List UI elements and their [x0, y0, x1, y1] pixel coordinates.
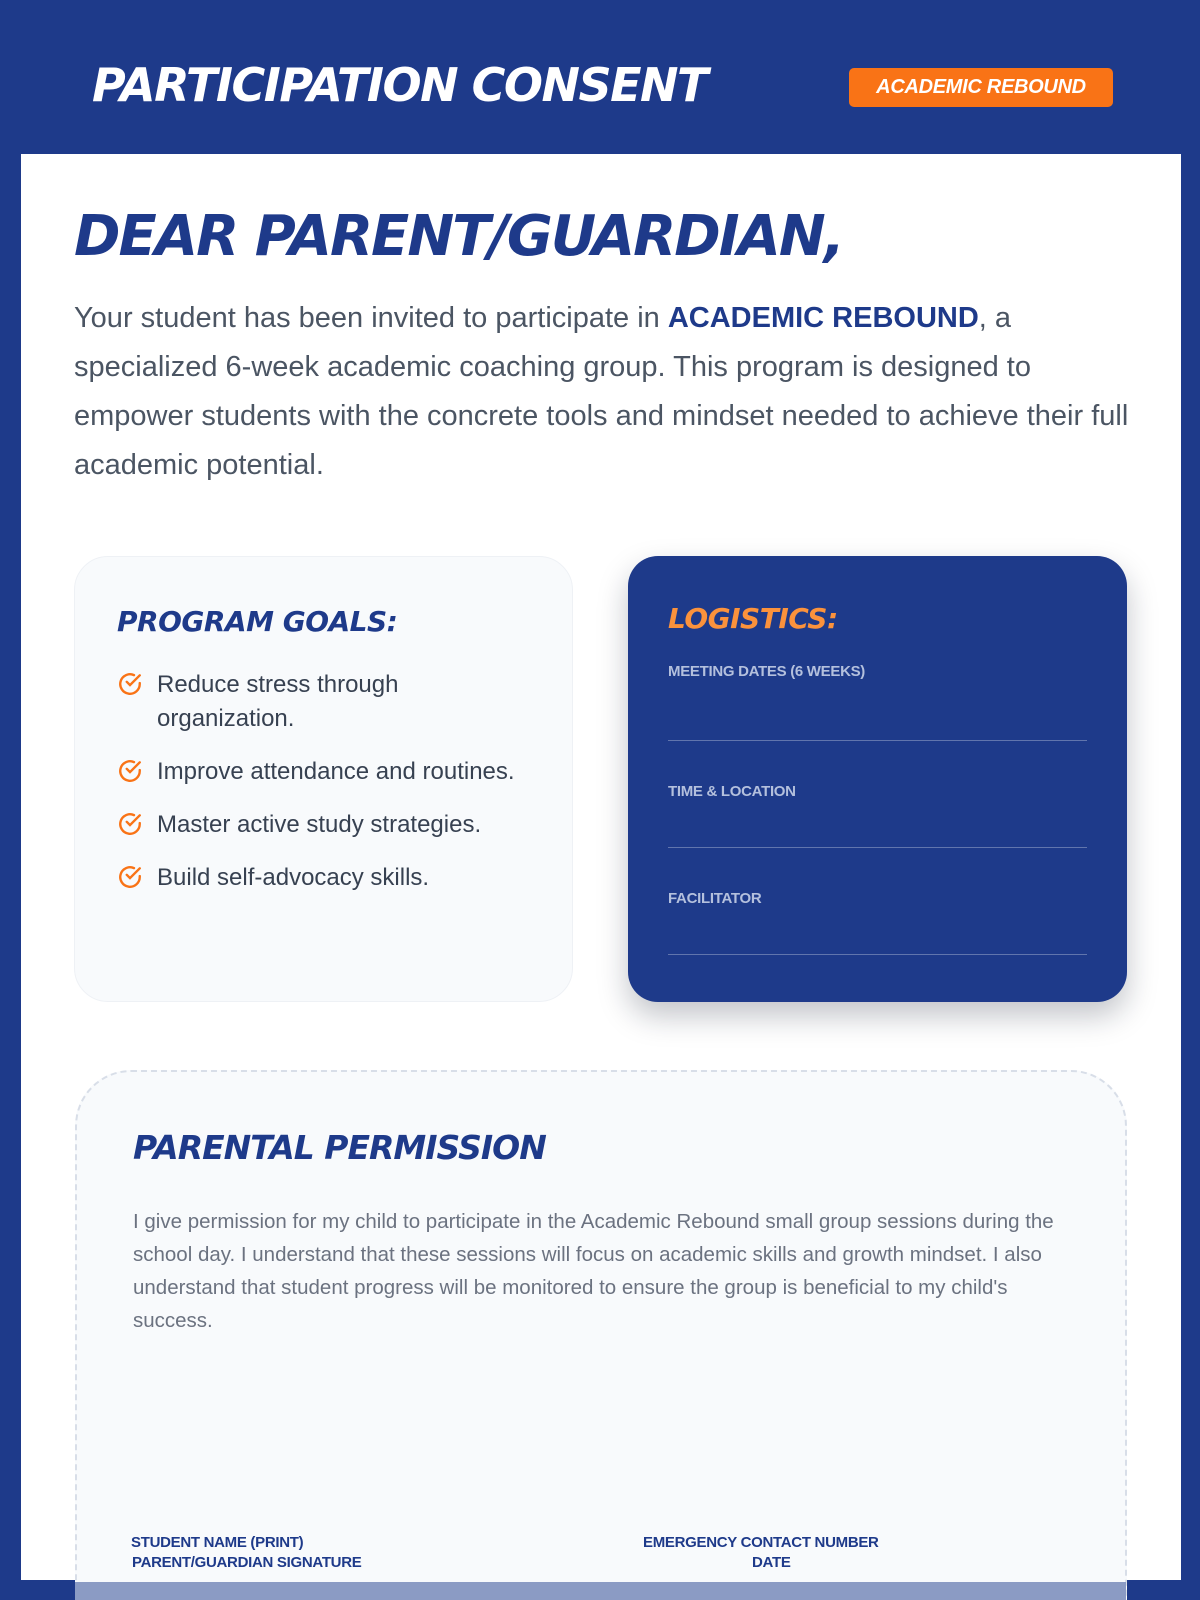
- signature-label: PARENT/GUARDIAN SIGNATURE: [132, 1554, 362, 1571]
- time-location-field[interactable]: [668, 741, 1087, 848]
- consent-letter: [21, 154, 1181, 1580]
- facilitator-field[interactable]: [668, 848, 1087, 955]
- meeting-dates-field[interactable]: [668, 663, 1087, 741]
- check-circle-icon: [117, 671, 143, 697]
- program-badge: ACADEMIC REBOUND: [849, 68, 1113, 107]
- page-header-title: PARTICIPATION CONSENT: [92, 58, 707, 112]
- goals-title: PROGRAM GOALS:: [117, 605, 398, 638]
- goal-text: Improve attendance and routines.: [157, 758, 515, 785]
- student-name-label: STUDENT NAME (PRINT): [131, 1534, 304, 1551]
- check-circle-icon: [117, 864, 143, 890]
- field-label: TIME & LOCATION: [668, 783, 796, 800]
- permission-title: PARENTAL PERMISSION: [133, 1128, 546, 1167]
- goal-item: [117, 861, 530, 895]
- check-circle-icon: [117, 758, 143, 784]
- goal-item: [117, 808, 530, 842]
- goal-text: Build self-advocacy skills.: [157, 864, 430, 891]
- emergency-contact-label: EMERGENCY CONTACT NUMBER: [643, 1534, 879, 1551]
- date-label: DATE: [752, 1554, 791, 1571]
- scroll-overflow-bar: [75, 1582, 1126, 1600]
- intro-paragraph: [74, 294, 1134, 490]
- parental-permission-section: [75, 1070, 1127, 1600]
- goal-text: Master active study strategies.: [157, 811, 482, 838]
- goal-item: [117, 755, 530, 789]
- program-name: ACADEMIC REBOUND: [667, 302, 979, 334]
- intro-text: Your student has been invited to participate in: [74, 302, 668, 334]
- field-label: FACILITATOR: [668, 890, 762, 907]
- check-circle-icon: [117, 811, 143, 837]
- logistics-card: [628, 556, 1127, 1002]
- greeting-heading: DEAR PARENT/GUARDIAN,: [74, 204, 844, 269]
- logistics-title: LOGISTICS:: [668, 602, 838, 635]
- field-label: MEETING DATES (6 WEEKS): [668, 663, 865, 680]
- permission-text: I give permission for my child to participate in the Academic Rebound small group sessions during the school day. I understand that these sessions will focus on academic skills and growth mindset. I also understand that student progress will be monitored to ensure the group is beneficial to my child's success.: [133, 1210, 1054, 1332]
- goal-item: [117, 668, 530, 736]
- program-goals-card: [74, 556, 573, 1002]
- goal-text: Reduce stress through organization.: [157, 671, 399, 732]
- intro-text-cont: , a specialized 6-week academic coaching group. This program is designed to empower students with the concrete tools and mindset needed to achieve their full academic potential.: [74, 302, 1129, 481]
